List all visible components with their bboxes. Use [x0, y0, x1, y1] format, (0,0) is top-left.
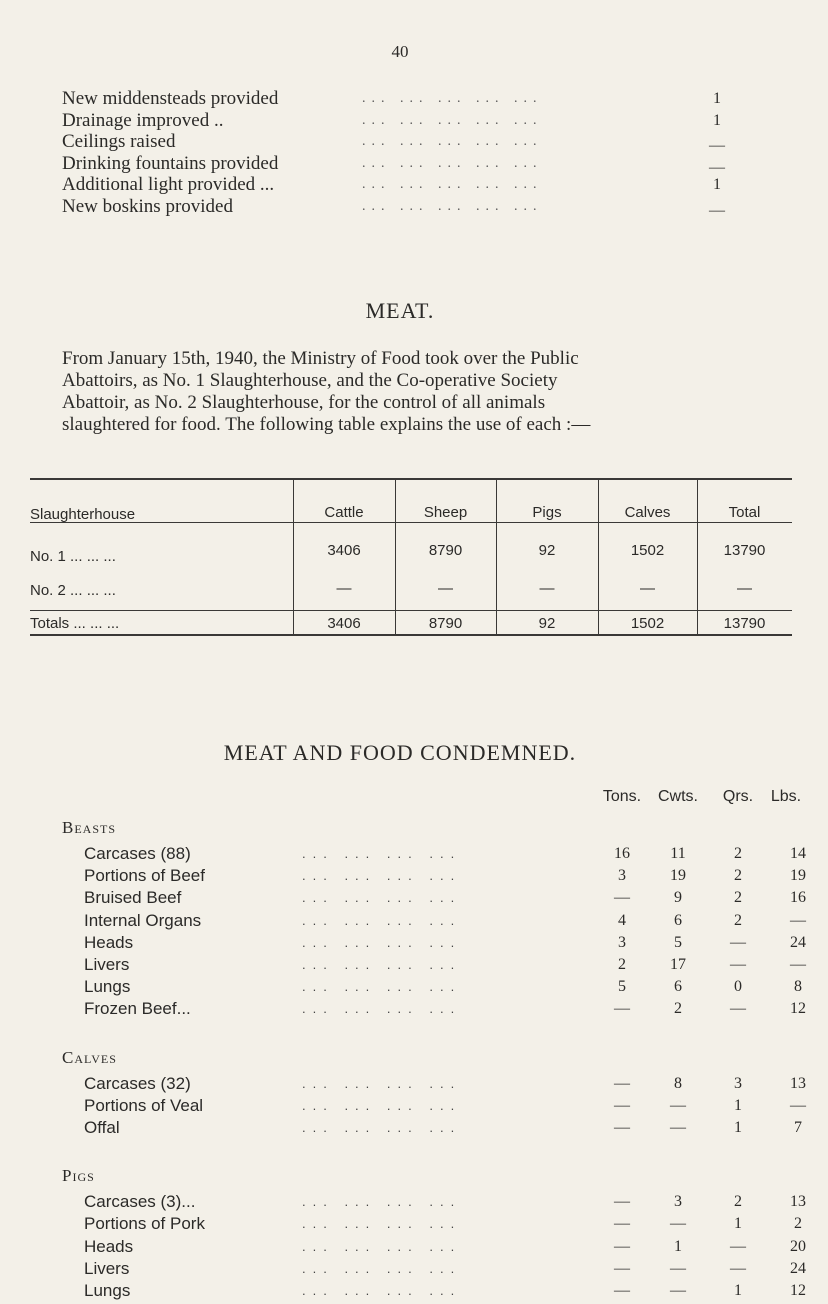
- item-value: —: [709, 137, 725, 154]
- item-label: Drainage improved ..: [62, 109, 224, 131]
- leader-dots: ... ... ... ...: [302, 1075, 462, 1091]
- item-value: —: [730, 1237, 746, 1255]
- list-item: [62, 1258, 806, 1281]
- item-value: 1: [713, 90, 721, 107]
- leader-dots: ... ... ... ... ...: [362, 134, 543, 149]
- item-value: —: [614, 1193, 630, 1211]
- item-value: 6: [674, 911, 682, 929]
- item-value: 8: [794, 978, 802, 996]
- improvements-list: [62, 88, 742, 217]
- leader-dots: ... ... ... ...: [302, 846, 462, 861]
- item-value: —: [614, 1237, 630, 1255]
- meat-paragraph: [62, 348, 790, 436]
- column-header-lbs: Lbs.: [770, 788, 802, 805]
- header-cell: Sheep: [423, 504, 468, 521]
- totals-cell: 1502: [630, 615, 665, 632]
- item-value: —: [670, 1259, 686, 1277]
- item-value: —: [614, 1282, 630, 1299]
- table-rule: [30, 478, 792, 480]
- table-cell: 8790: [428, 542, 463, 559]
- item-value: —: [790, 956, 806, 973]
- item-label: New middensteads provided: [62, 88, 279, 109]
- table-cell: —: [539, 580, 555, 597]
- paragraph-line: Abattoirs, as No. 1 Slaughterhouse, and the Co-operative Society: [62, 370, 558, 391]
- item-value: —: [790, 911, 806, 929]
- leader-dots: ... ... ... ... ...: [362, 91, 543, 106]
- meat-heading: MEAT.: [365, 298, 435, 323]
- leader-dots: ... ... ... ... ...: [362, 198, 543, 214]
- item-label: Carcases (32): [84, 1073, 191, 1093]
- leader-dots: ... ... ... ...: [302, 890, 462, 906]
- item-value: 11: [670, 845, 686, 862]
- list-item: [62, 1192, 806, 1214]
- item-value: 1: [713, 176, 721, 193]
- item-value: 2: [618, 956, 626, 973]
- table-cell: —: [438, 580, 453, 597]
- column-header-qrs: Qrs.: [722, 788, 754, 805]
- item-value: 12: [790, 1282, 806, 1299]
- column-header-cwts: Cwts.: [658, 788, 698, 805]
- list-item: [62, 1236, 806, 1259]
- list-item: [62, 196, 742, 218]
- item-value: 19: [670, 867, 686, 885]
- item-label: Lungs: [84, 977, 131, 997]
- list-item: [62, 1073, 806, 1096]
- row-label: No. 1 ... ... ...: [30, 548, 116, 565]
- item-value: 2: [734, 867, 742, 885]
- list-item: [62, 999, 806, 1021]
- item-value: 1: [734, 1282, 742, 1299]
- row-label: No. 2 ... ... ...: [30, 582, 116, 599]
- item-value: 3: [618, 933, 626, 951]
- list-item: [62, 1214, 802, 1236]
- item-label: Frozen Beef...: [84, 999, 191, 1019]
- item-value: —: [709, 158, 725, 176]
- item-value: 19: [790, 867, 806, 885]
- leader-dots: ... ... ... ...: [302, 1216, 462, 1232]
- totals-cell: 92: [538, 615, 556, 632]
- table-rule: [30, 634, 792, 636]
- item-label: Ceilings raised: [62, 131, 176, 152]
- table-cell: —: [640, 580, 655, 597]
- item-value: 16: [790, 889, 806, 907]
- table-cell: 3406: [327, 542, 361, 559]
- list-item: [62, 1118, 802, 1140]
- item-value: 4: [618, 911, 626, 929]
- item-value: 5: [674, 933, 682, 951]
- list-item: [62, 977, 802, 999]
- totals-cell: 3406: [327, 615, 361, 632]
- item-value: 3: [734, 1074, 742, 1092]
- item-label: Portions of Veal: [84, 1095, 204, 1115]
- leader-dots: ... ... ... ...: [302, 912, 462, 928]
- item-value: —: [709, 201, 725, 219]
- item-value: 13: [790, 1193, 806, 1211]
- paragraph-line: Abattoir, as No. 2 Slaughterhouse, for the control of all animals: [62, 392, 546, 413]
- item-value: —: [614, 1259, 630, 1277]
- totals-label: Totals ... ... ...: [30, 615, 120, 632]
- leader-dots: ... ... ... ...: [302, 1001, 462, 1017]
- list-item: [62, 932, 806, 955]
- item-value: 1: [713, 111, 721, 129]
- item-label: New boskins provided: [62, 195, 233, 217]
- item-value: —: [670, 1215, 686, 1233]
- totals-cell: 13790: [723, 615, 766, 632]
- totals-cell: 8790: [428, 615, 463, 632]
- item-value: —: [730, 1259, 746, 1277]
- leader-dots: ... ... ... ... ...: [362, 112, 543, 128]
- list-item: [62, 955, 806, 977]
- item-label: Portions of Beef: [84, 866, 205, 886]
- section-title: Beasts: [62, 818, 117, 837]
- item-label: Heads: [84, 932, 134, 952]
- item-value: 2: [794, 1215, 802, 1233]
- item-value: 2: [734, 845, 742, 862]
- item-value: 14: [790, 845, 806, 862]
- table-cell: —: [737, 580, 752, 597]
- list-item: [62, 866, 806, 888]
- paragraph-line: From January 15th, 1940, the Ministry of Food took over the Public: [62, 348, 579, 369]
- item-value: —: [670, 1119, 686, 1136]
- item-value: 7: [794, 1119, 802, 1136]
- item-label: Additional light provided ...: [62, 174, 275, 195]
- item-value: 9: [674, 889, 682, 907]
- item-value: 0: [734, 978, 742, 996]
- header-cell: Cattle: [324, 504, 364, 521]
- item-value: 24: [790, 933, 806, 951]
- item-label: Carcases (3)...: [84, 1192, 196, 1212]
- leader-dots: ... ... ... ...: [302, 1260, 462, 1276]
- item-value: 2: [734, 911, 742, 929]
- list-item: [62, 910, 806, 933]
- list-item: [62, 1095, 806, 1118]
- item-value: 2: [674, 1000, 682, 1018]
- list-item: [62, 1281, 806, 1303]
- leader-dots: ... ... ... ... ...: [362, 155, 543, 171]
- item-value: 6: [674, 978, 682, 996]
- condemned-heading: MEAT AND FOOD CONDEMNED.: [223, 740, 577, 765]
- item-label: Carcases (88): [84, 844, 191, 863]
- table-cell: 92: [538, 542, 556, 559]
- item-value: —: [790, 1096, 806, 1114]
- item-value: —: [614, 1215, 630, 1233]
- header-cell: Total: [728, 504, 761, 521]
- leader-dots: ... ... ... ...: [302, 1097, 462, 1113]
- leader-dots: ... ... ... ...: [302, 868, 462, 884]
- item-label: Livers: [84, 1258, 130, 1278]
- item-value: 2: [734, 889, 742, 907]
- table-cell: 13790: [723, 542, 766, 559]
- page-number: 40: [391, 42, 409, 61]
- item-value: 17: [670, 956, 686, 973]
- item-value: —: [730, 933, 746, 951]
- header-cell: Slaughterhouse: [30, 506, 136, 523]
- header-cell: Pigs: [532, 504, 562, 521]
- condemned-column-headers: [0, 788, 800, 812]
- item-value: 8: [674, 1074, 682, 1092]
- item-label: Portions of Pork: [84, 1214, 205, 1234]
- item-value: 1: [674, 1237, 682, 1255]
- item-label: Bruised Beef: [84, 888, 182, 908]
- table-rule: [30, 610, 792, 611]
- leader-dots: ... ... ... ...: [302, 934, 462, 950]
- header-cell: Calves: [624, 504, 671, 521]
- item-label: Drinking fountains provided: [62, 152, 279, 174]
- item-label: Heads: [84, 1236, 134, 1256]
- table-cell: 1502: [630, 542, 665, 559]
- item-value: 5: [618, 978, 626, 996]
- paragraph-line: slaughtered for food. The following table explains the use of each :—: [62, 414, 591, 435]
- item-value: 1: [734, 1096, 742, 1114]
- item-value: 1: [734, 1119, 742, 1136]
- column-header-tons: Tons.: [602, 788, 642, 805]
- list-item: [62, 153, 742, 175]
- item-value: 1: [734, 1215, 742, 1233]
- item-value: —: [670, 1282, 686, 1299]
- item-label: Offal: [84, 1118, 120, 1137]
- item-value: —: [614, 1096, 630, 1114]
- leader-dots: ... ... ... ...: [302, 1238, 462, 1254]
- section-title: Pigs: [62, 1166, 95, 1186]
- item-label: Livers: [84, 955, 130, 974]
- leader-dots: ... ... ... ... ...: [362, 177, 543, 192]
- item-value: —: [730, 1000, 746, 1018]
- slaughterhouse-table: [30, 478, 792, 641]
- item-value: —: [614, 1000, 630, 1018]
- leader-dots: ... ... ... ...: [302, 979, 462, 995]
- item-value: 3: [674, 1193, 682, 1211]
- leader-dots: ... ... ... ...: [302, 1283, 462, 1298]
- section-title: Calves: [62, 1047, 117, 1067]
- item-value: 2: [734, 1193, 742, 1211]
- item-label: Lungs: [84, 1281, 131, 1300]
- item-value: —: [670, 1096, 686, 1114]
- item-value: 16: [614, 845, 630, 862]
- item-value: —: [614, 889, 630, 907]
- list-item: [62, 88, 742, 110]
- item-label: Internal Organs: [84, 910, 202, 930]
- list-item: [62, 174, 742, 196]
- item-value: —: [730, 956, 746, 973]
- list-item: [62, 110, 742, 132]
- leader-dots: ... ... ... ...: [302, 957, 462, 972]
- table-cell: —: [336, 580, 352, 597]
- item-value: 24: [790, 1259, 806, 1277]
- list-item: [62, 844, 806, 866]
- list-item: [62, 888, 806, 910]
- leader-dots: ... ... ... ...: [302, 1194, 462, 1210]
- leader-dots: ... ... ... ...: [302, 1120, 462, 1135]
- item-value: 20: [790, 1237, 806, 1255]
- item-value: —: [614, 1074, 630, 1092]
- list-item: [62, 131, 742, 153]
- item-value: 13: [790, 1074, 806, 1092]
- item-value: —: [614, 1119, 630, 1136]
- item-value: 3: [618, 867, 626, 885]
- item-value: 12: [790, 1000, 806, 1018]
